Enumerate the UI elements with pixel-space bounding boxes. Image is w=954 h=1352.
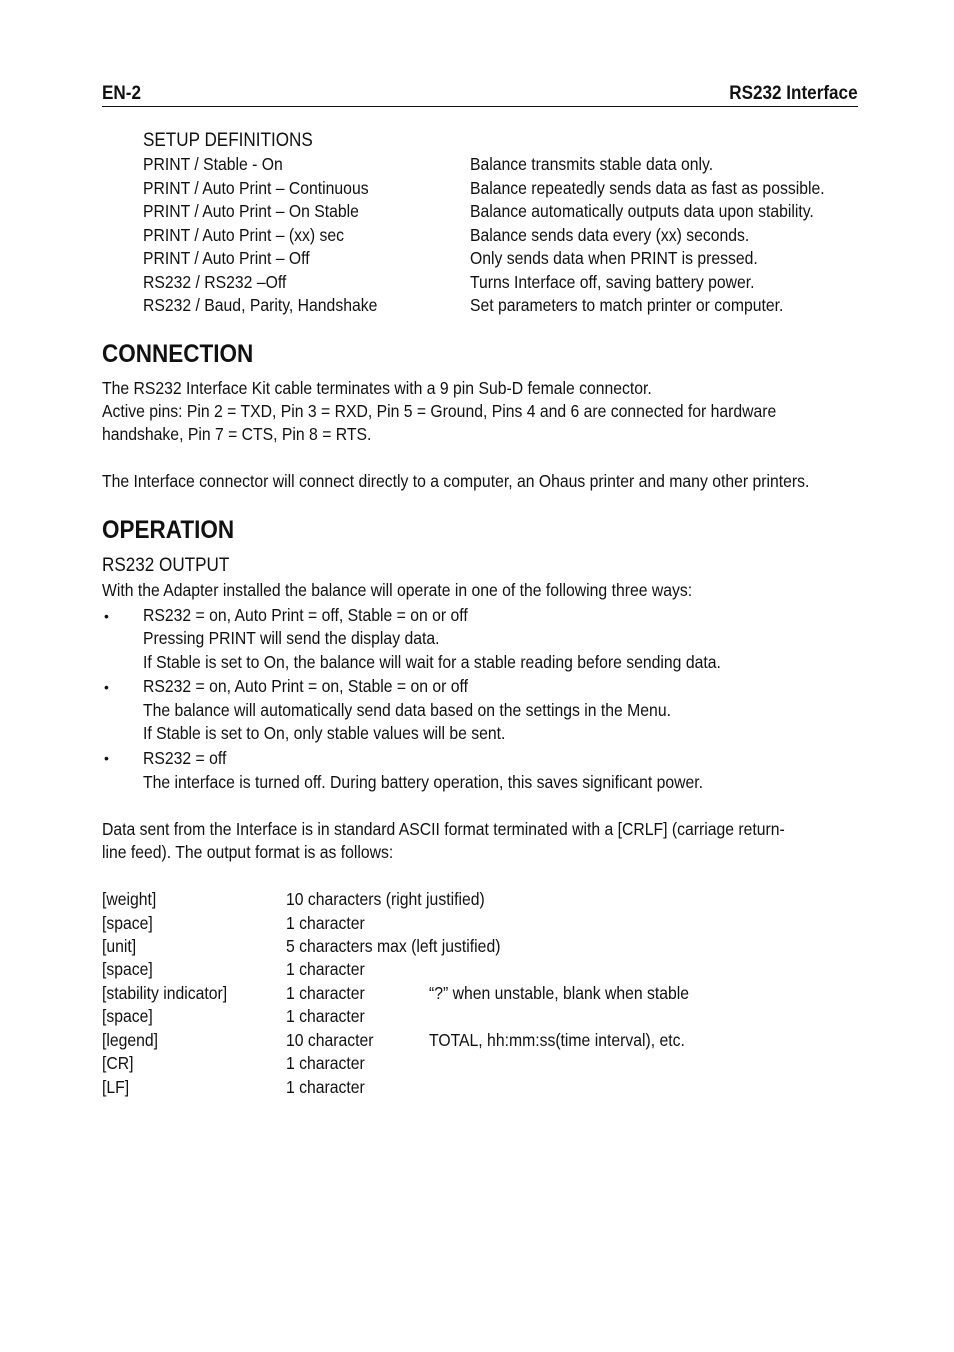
format-note: “?” when unstable, blank when stable [429, 983, 690, 1003]
mode-title: RS232 = off [143, 748, 227, 768]
setup-setting: PRINT / Auto Print – Off [143, 248, 310, 268]
setup-description: Balance automatically outputs data upon stability. [470, 201, 814, 221]
format-field: [CR] [102, 1053, 134, 1073]
format-length: 1 character [286, 1053, 365, 1073]
format-field: [unit] [102, 936, 137, 956]
connection-text: handshake, Pin 7 = CTS, Pin 8 = RTS. [102, 424, 372, 444]
format-field: [space] [102, 1006, 153, 1026]
setup-setting: PRINT / Auto Print – On Stable [143, 201, 359, 221]
format-field: [space] [102, 913, 153, 933]
setup-setting: RS232 / RS232 –Off [143, 272, 287, 292]
format-length: 1 character [286, 1006, 365, 1026]
format-field: [LF] [102, 1077, 130, 1097]
setup-setting: PRINT / Auto Print – Continuous [143, 178, 369, 198]
format-intro: Data sent from the Interface is in standard ASCII format terminated with a [CRLF] (carriage return- [102, 819, 785, 839]
setup-setting: PRINT / Stable - On [143, 154, 283, 174]
setup-setting: RS232 / Baud, Parity, Handshake [143, 295, 378, 315]
mode-title: RS232 = on, Auto Print = on, Stable = on or off [143, 676, 468, 696]
setup-description: Balance repeatedly sends data as fast as possible. [470, 178, 825, 198]
connection-note: The Interface connector will connect directly to a computer, an Ohaus printer and many other printers. [102, 471, 810, 491]
page-header [102, 82, 858, 107]
operation-heading: OPERATION [102, 516, 235, 544]
setup-definitions-heading: SETUP DEFINITIONS [143, 130, 313, 151]
mode-title: RS232 = on, Auto Print = off, Stable = on or off [143, 605, 468, 625]
connection-text: The RS232 Interface Kit cable terminates with a 9 pin Sub-D female connector. [102, 378, 652, 398]
format-length: 5 characters max (left justified) [286, 936, 501, 956]
format-intro: line feed). The output format is as follows: [102, 842, 394, 862]
page-id: EN-2 [102, 83, 141, 104]
format-field: [space] [102, 959, 153, 979]
setup-description: Turns Interface off, saving battery power. [470, 272, 755, 292]
format-length: 10 character [286, 1030, 374, 1050]
format-field: [stability indicator] [102, 983, 228, 1003]
mode-description: The interface is turned off. During battery operation, this saves significant power. [143, 772, 704, 792]
bullet-icon: • [104, 608, 109, 624]
bullet-icon: • [104, 750, 109, 766]
format-note: TOTAL, hh:mm:ss(time interval), etc. [429, 1030, 685, 1050]
format-length: 1 character [286, 959, 365, 979]
format-length: 1 character [286, 983, 365, 1003]
setup-description: Balance transmits stable data only. [470, 154, 714, 174]
connection-text: Active pins: Pin 2 = TXD, Pin 3 = RXD, Pin 5 = Ground, Pins 4 and 6 are connected for hardware [102, 401, 777, 421]
mode-description: If Stable is set to On, the balance will wait for a stable reading before sending data. [143, 652, 721, 672]
setup-description: Set parameters to match printer or computer. [470, 295, 784, 315]
section-title: RS232 Interface [729, 83, 858, 104]
format-field: [legend] [102, 1030, 159, 1050]
format-field: [weight] [102, 889, 157, 909]
format-length: 1 character [286, 1077, 365, 1097]
mode-description: If Stable is set to On, only stable values will be sent. [143, 723, 506, 743]
setup-setting: PRINT / Auto Print – (xx) sec [143, 225, 345, 245]
connection-heading: CONNECTION [102, 340, 254, 368]
bullet-icon: • [104, 679, 109, 695]
operation-intro: With the Adapter installed the balance will operate in one of the following three ways: [102, 580, 693, 600]
rs232-output-subheading: RS232 OUTPUT [102, 555, 230, 576]
format-length: 10 characters (right justified) [286, 889, 485, 909]
mode-description: Pressing PRINT will send the display data. [143, 628, 440, 648]
mode-description: The balance will automatically send data based on the settings in the Menu. [143, 700, 671, 720]
setup-description: Only sends data when PRINT is pressed. [470, 248, 758, 268]
format-length: 1 character [286, 913, 365, 933]
setup-description: Balance sends data every (xx) seconds. [470, 225, 750, 245]
